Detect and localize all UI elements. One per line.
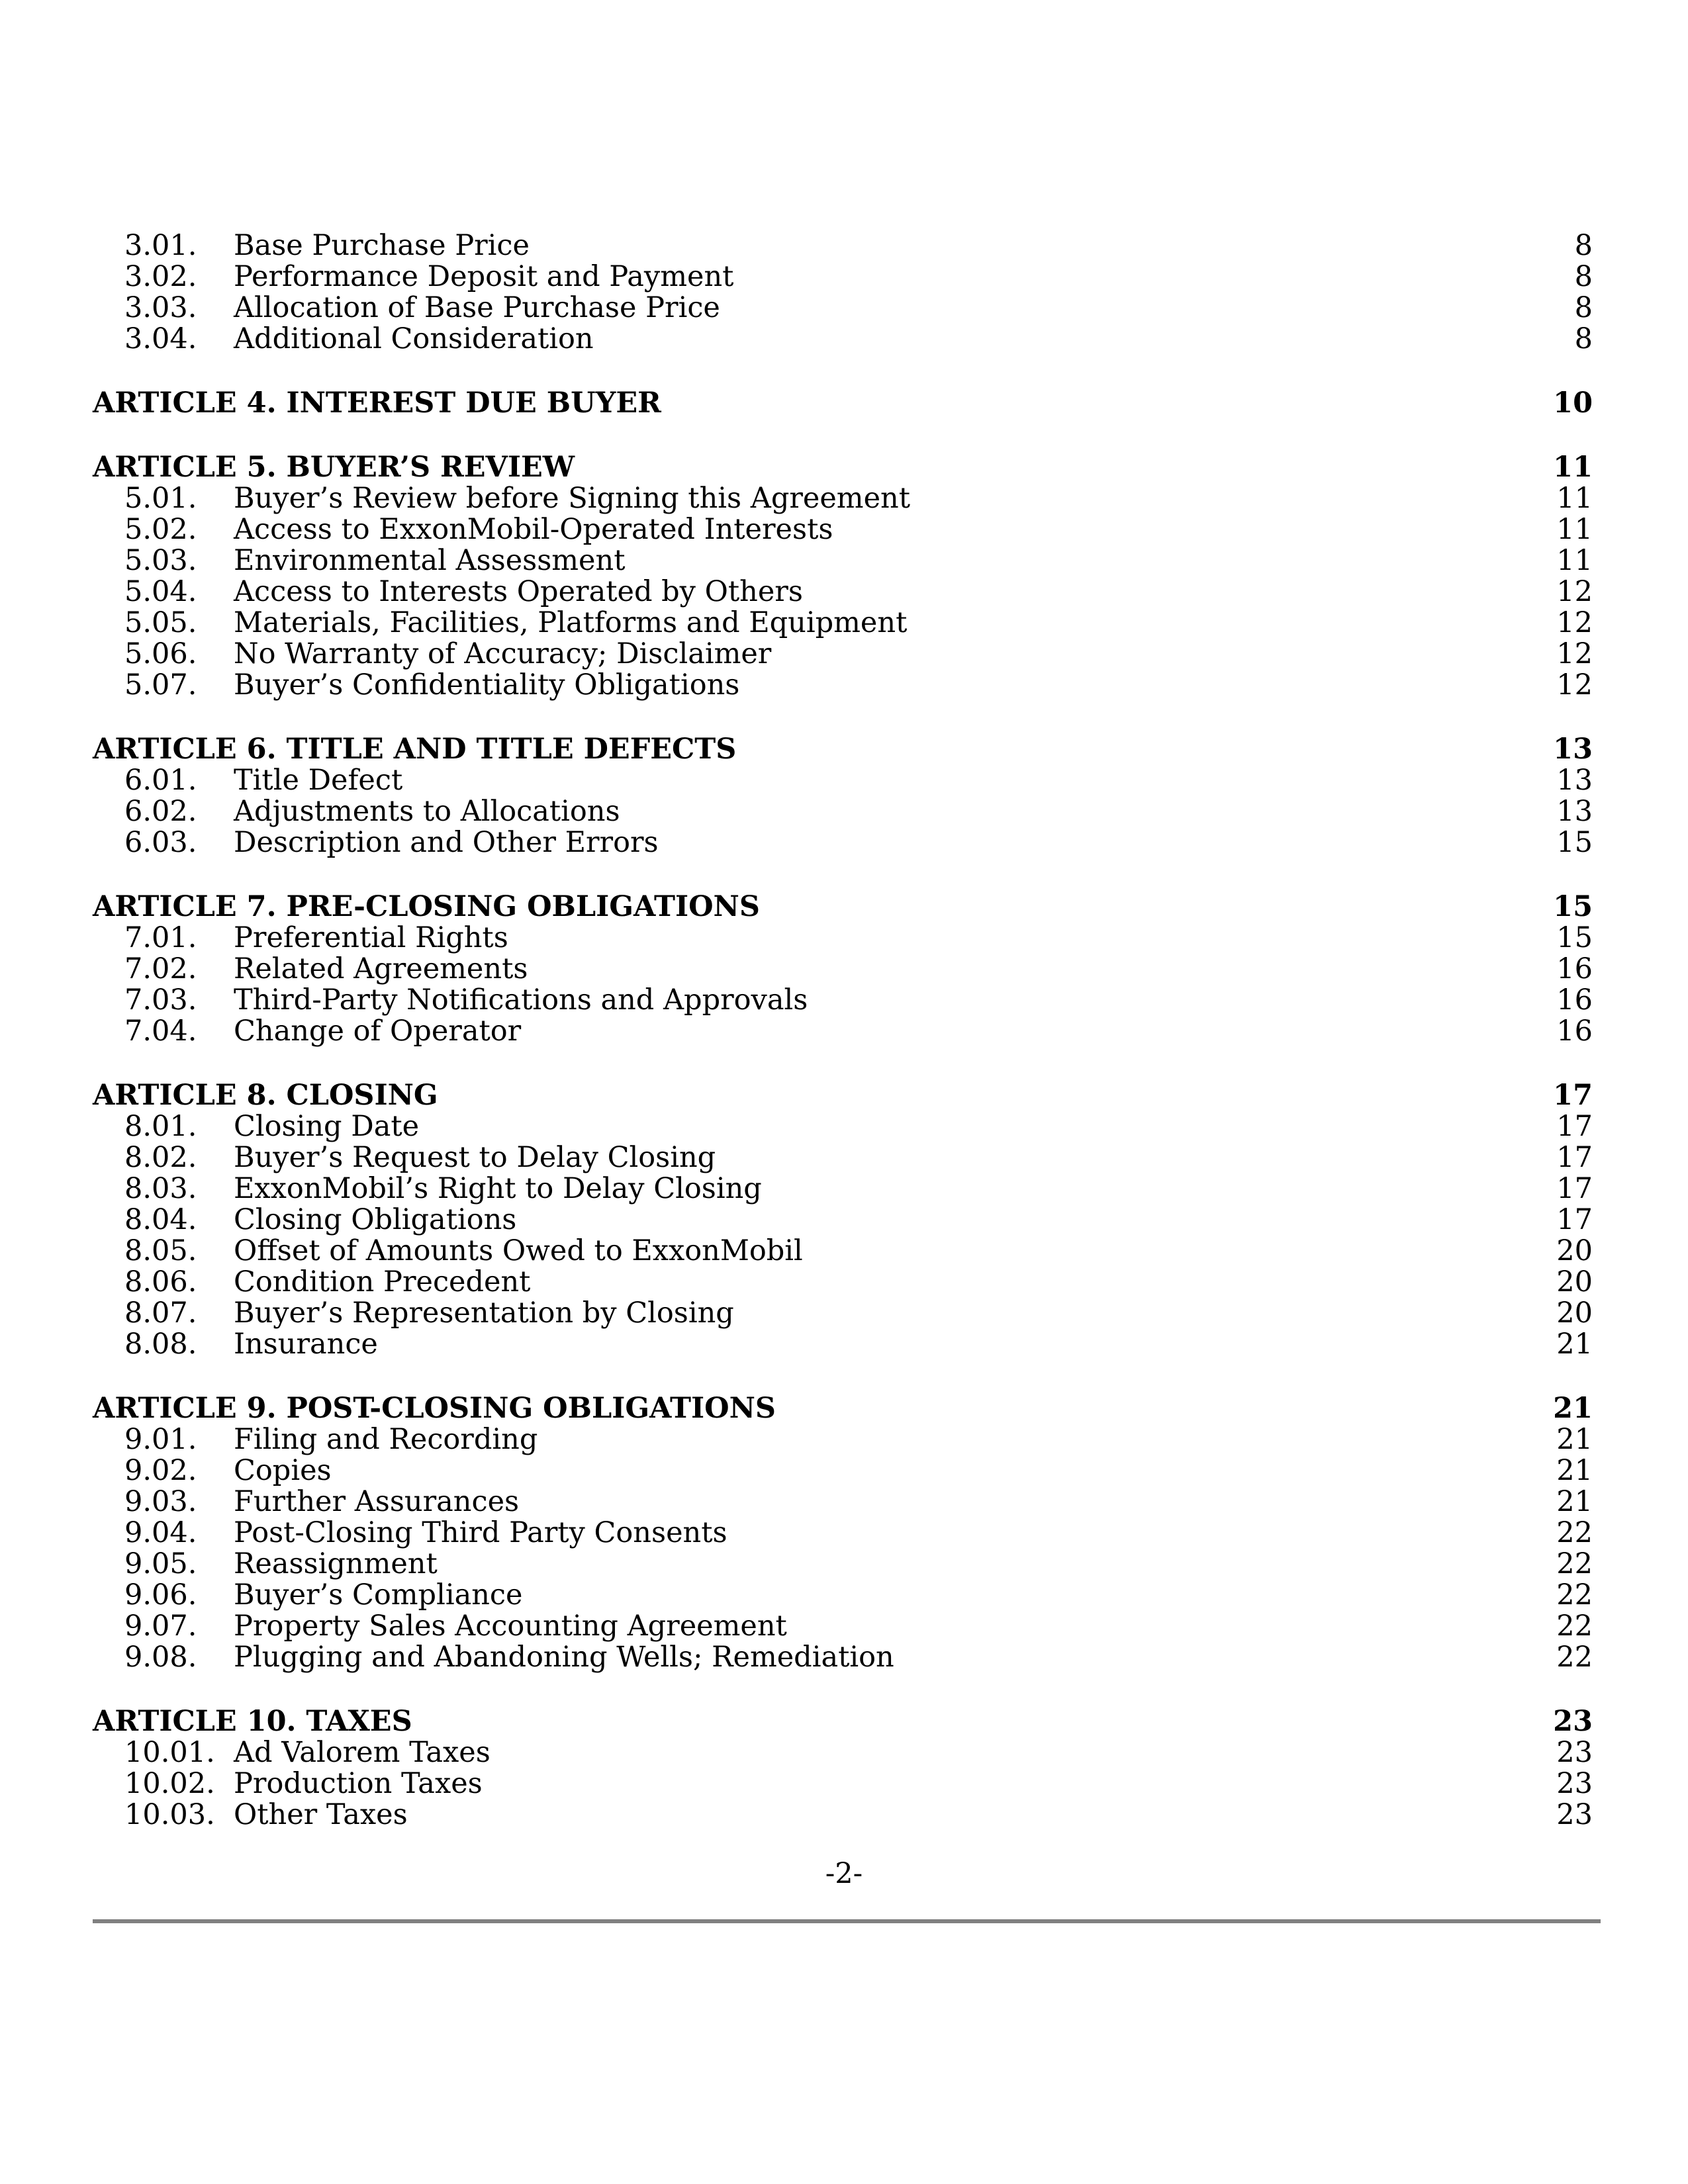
toc-section-entry[interactable] (93, 1329, 1593, 1360)
toc-section-entry[interactable] (93, 1142, 1593, 1173)
page-ref: 11 (1556, 544, 1593, 577)
section-title: Plugging and Abandoning Wells; Remediation (234, 1641, 894, 1674)
section-title: Preferential Rights (234, 921, 508, 954)
toc-spacer (93, 858, 1593, 891)
section-number: 8.03. (124, 1172, 197, 1205)
page-ref: 12 (1556, 637, 1593, 670)
page-ref: 11 (1556, 513, 1593, 546)
toc-section-entry[interactable] (93, 608, 1593, 639)
page-ref: 16 (1556, 952, 1593, 985)
page-ref: 12 (1556, 668, 1593, 702)
section-number: 8.02. (124, 1141, 197, 1174)
section-number: 6.03. (124, 826, 197, 859)
section-title: Access to Interests Operated by Others (234, 575, 803, 608)
section-number: 6.02. (124, 795, 197, 828)
page-ref: 13 (1553, 733, 1593, 766)
section-number: 10.01. (124, 1736, 215, 1769)
article-title: ARTICLE 4. INTEREST DUE BUYER (93, 387, 661, 420)
page-ref: 10 (1553, 387, 1593, 420)
section-number: 9.08. (124, 1641, 197, 1674)
toc-section-entry[interactable] (93, 1580, 1593, 1611)
footer-divider (93, 1919, 1601, 1923)
section-title: Copies (234, 1454, 332, 1487)
page-ref: 13 (1556, 764, 1593, 797)
page-ref: 15 (1556, 826, 1593, 859)
toc-section-entry[interactable] (93, 1486, 1593, 1518)
section-number: 9.02. (124, 1454, 197, 1487)
toc-section-entry[interactable] (93, 639, 1593, 670)
toc-section-entry[interactable] (93, 293, 1593, 324)
toc-section-entry[interactable] (93, 1455, 1593, 1486)
toc-article-heading[interactable] (93, 452, 1593, 483)
page-ref: 17 (1556, 1110, 1593, 1143)
toc-section-entry[interactable] (93, 1642, 1593, 1673)
toc-section-entry[interactable] (93, 324, 1593, 355)
section-number: 9.03. (124, 1485, 197, 1518)
toc-article-heading[interactable] (93, 388, 1593, 419)
section-title: Offset of Amounts Owed to ExxonMobil (234, 1234, 803, 1267)
section-title: Ad Valorem Taxes (234, 1736, 491, 1769)
table-of-contents (93, 230, 1593, 1831)
toc-spacer (93, 1673, 1593, 1706)
toc-section-entry[interactable] (93, 1424, 1593, 1455)
page-ref: 23 (1553, 1705, 1593, 1738)
section-title: Change of Operator (234, 1015, 522, 1048)
toc-spacer (93, 701, 1593, 734)
page-ref: 21 (1556, 1328, 1593, 1361)
toc-spacer (93, 1047, 1593, 1080)
page-ref: 23 (1556, 1736, 1593, 1769)
section-number: 8.06. (124, 1265, 197, 1298)
section-title: Closing Date (234, 1110, 420, 1143)
page-ref: 16 (1556, 1015, 1593, 1048)
toc-section-entry[interactable] (93, 514, 1593, 545)
section-title: Condition Precedent (234, 1265, 531, 1298)
toc-section-entry[interactable] (93, 796, 1593, 827)
section-number: 6.01. (124, 764, 197, 797)
page-ref: 8 (1574, 322, 1593, 355)
toc-section-entry[interactable] (93, 1768, 1593, 1799)
section-number: 8.08. (124, 1328, 197, 1361)
page-ref: 22 (1556, 1610, 1593, 1643)
toc-spacer (93, 419, 1593, 452)
page-ref: 12 (1556, 606, 1593, 639)
article-title: ARTICLE 5. BUYER’S REVIEW (93, 451, 575, 484)
section-number: 9.06. (124, 1578, 197, 1612)
toc-section-entry[interactable] (93, 670, 1593, 701)
section-title: Property Sales Accounting Agreement (234, 1610, 787, 1643)
toc-section-entry[interactable] (93, 483, 1593, 514)
toc-section-entry[interactable] (93, 923, 1593, 954)
section-number: 3.04. (124, 322, 197, 355)
toc-section-entry[interactable] (93, 827, 1593, 858)
article-title: ARTICLE 7. PRE-CLOSING OBLIGATIONS (93, 890, 760, 923)
section-title: Filing and Recording (234, 1423, 538, 1456)
toc-section-entry[interactable] (93, 1205, 1593, 1236)
section-number: 9.07. (124, 1610, 197, 1643)
toc-section-entry[interactable] (93, 1298, 1593, 1329)
page-ref: 20 (1556, 1297, 1593, 1330)
section-title: No Warranty of Accuracy; Disclaimer (234, 637, 772, 670)
toc-section-entry[interactable] (93, 1549, 1593, 1580)
section-title: Closing Obligations (234, 1203, 517, 1236)
toc-section-entry[interactable] (93, 985, 1593, 1016)
section-title: Access to ExxonMobil-Operated Interests (234, 513, 833, 546)
toc-section-entry[interactable] (93, 576, 1593, 608)
section-number: 9.05. (124, 1547, 197, 1580)
page-ref: 17 (1556, 1203, 1593, 1236)
section-title: Reassignment (234, 1547, 438, 1580)
toc-article-heading[interactable] (93, 1706, 1593, 1737)
page-ref: 23 (1556, 1798, 1593, 1831)
section-title: Related Agreements (234, 952, 528, 985)
section-title: Further Assurances (234, 1485, 520, 1518)
section-number: 5.04. (124, 575, 197, 608)
section-number: 5.01. (124, 482, 197, 515)
section-title: Insurance (234, 1328, 378, 1361)
section-number: 3.03. (124, 291, 197, 324)
section-title: Buyer’s Confidentiality Obligations (234, 668, 740, 702)
section-number: 8.01. (124, 1110, 197, 1143)
page-ref: 12 (1556, 575, 1593, 608)
section-number: 5.02. (124, 513, 197, 546)
section-title: Base Purchase Price (234, 229, 530, 262)
section-title: Additional Consideration (234, 322, 594, 355)
section-title: Performance Deposit and Payment (234, 260, 734, 293)
section-number: 7.04. (124, 1015, 197, 1048)
page-ref: 16 (1556, 983, 1593, 1017)
section-title: Title Defect (234, 764, 403, 797)
section-title: Third-Party Notifications and Approvals (234, 983, 808, 1017)
section-number: 8.04. (124, 1203, 197, 1236)
toc-article-heading[interactable] (93, 734, 1593, 765)
page-ref: 21 (1556, 1454, 1593, 1487)
section-number: 10.02. (124, 1767, 215, 1800)
section-title: Buyer’s Review before Signing this Agreement (234, 482, 910, 515)
toc-section-entry[interactable] (93, 1611, 1593, 1642)
toc-section-entry[interactable] (93, 545, 1593, 576)
toc-section-entry[interactable] (93, 765, 1593, 796)
toc-section-entry[interactable] (93, 954, 1593, 985)
section-title: Post-Closing Third Party Consents (234, 1516, 727, 1549)
page-ref: 11 (1553, 451, 1593, 484)
section-number: 3.02. (124, 260, 197, 293)
page-ref: 15 (1553, 890, 1593, 923)
article-title: ARTICLE 9. POST-CLOSING OBLIGATIONS (93, 1392, 776, 1425)
page-ref: 8 (1574, 260, 1593, 293)
page-ref: 22 (1556, 1578, 1593, 1612)
page-ref: 21 (1556, 1423, 1593, 1456)
section-title: Allocation of Base Purchase Price (234, 291, 720, 324)
section-number: 7.01. (124, 921, 197, 954)
section-number: 5.05. (124, 606, 197, 639)
page-ref: 22 (1556, 1641, 1593, 1674)
toc-section-entry[interactable] (93, 230, 1593, 261)
section-title: Buyer’s Request to Delay Closing (234, 1141, 716, 1174)
page-number: -2- (825, 1857, 863, 1890)
section-number: 8.05. (124, 1234, 197, 1267)
section-title: ExxonMobil’s Right to Delay Closing (234, 1172, 762, 1205)
toc-section-entry[interactable] (93, 1267, 1593, 1298)
section-number: 7.02. (124, 952, 197, 985)
section-title: Environmental Assessment (234, 544, 626, 577)
page-ref: 22 (1556, 1516, 1593, 1549)
toc-section-entry[interactable] (93, 1016, 1593, 1047)
page-ref: 20 (1556, 1265, 1593, 1298)
toc-spacer (93, 355, 1593, 388)
section-number: 3.01. (124, 229, 197, 262)
page-ref: 17 (1556, 1141, 1593, 1174)
section-number: 9.01. (124, 1423, 197, 1456)
page-ref: 22 (1556, 1547, 1593, 1580)
section-title: Production Taxes (234, 1767, 483, 1800)
toc-section-entry[interactable] (93, 1111, 1593, 1142)
toc-spacer (93, 1360, 1593, 1393)
article-title: ARTICLE 6. TITLE AND TITLE DEFECTS (93, 733, 737, 766)
page-ref: 8 (1574, 229, 1593, 262)
page-ref: 17 (1556, 1172, 1593, 1205)
section-title: Materials, Facilities, Platforms and Equipment (234, 606, 908, 639)
toc-article-heading[interactable] (93, 1080, 1593, 1111)
toc-section-entry[interactable] (93, 1737, 1593, 1768)
section-title: Buyer’s Representation by Closing (234, 1297, 734, 1330)
toc-article-heading[interactable] (93, 1393, 1593, 1424)
page-ref: 21 (1556, 1485, 1593, 1518)
toc-section-entry[interactable] (93, 261, 1593, 293)
page-ref: 20 (1556, 1234, 1593, 1267)
section-number: 8.07. (124, 1297, 197, 1330)
page-ref: 15 (1556, 921, 1593, 954)
section-number: 5.07. (124, 668, 197, 702)
section-title: Other Taxes (234, 1798, 408, 1831)
section-number: 5.03. (124, 544, 197, 577)
toc-section-entry[interactable] (93, 1799, 1593, 1831)
page-ref: 8 (1574, 291, 1593, 324)
section-number: 10.03. (124, 1798, 215, 1831)
section-title: Description and Other Errors (234, 826, 659, 859)
toc-section-entry[interactable] (93, 1518, 1593, 1549)
toc-section-entry[interactable] (93, 1173, 1593, 1205)
page-ref: 17 (1553, 1079, 1593, 1112)
section-number: 7.03. (124, 983, 197, 1017)
article-title: ARTICLE 8. CLOSING (93, 1079, 438, 1112)
section-number: 9.04. (124, 1516, 197, 1549)
section-title: Adjustments to Allocations (234, 795, 620, 828)
section-number: 5.06. (124, 637, 197, 670)
page-ref: 21 (1553, 1392, 1593, 1425)
page-ref: 23 (1556, 1767, 1593, 1800)
toc-section-entry[interactable] (93, 1236, 1593, 1267)
article-title: ARTICLE 10. TAXES (93, 1705, 412, 1738)
page-ref: 13 (1556, 795, 1593, 828)
section-title: Buyer’s Compliance (234, 1578, 523, 1612)
page-ref: 11 (1556, 482, 1593, 515)
toc-article-heading[interactable] (93, 891, 1593, 923)
